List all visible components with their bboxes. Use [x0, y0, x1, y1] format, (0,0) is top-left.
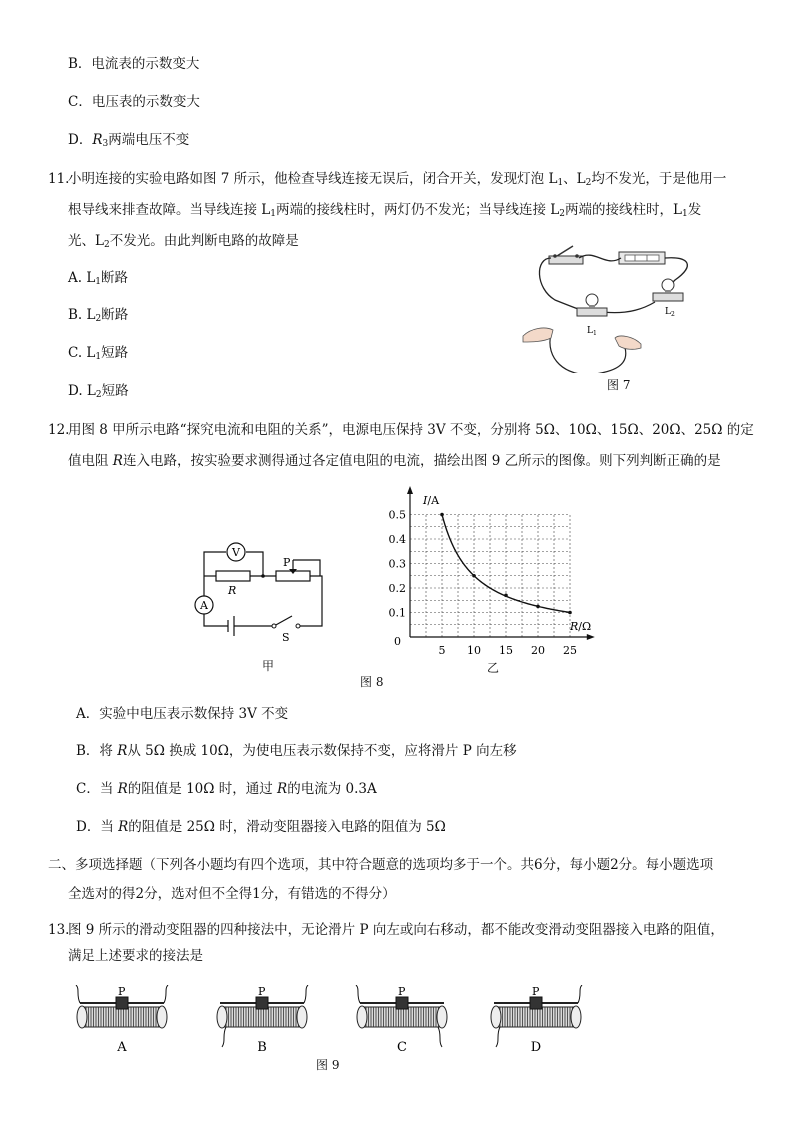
fig7-l1-label: $L_1$ [587, 326, 597, 337]
q13-number: 13. [48, 922, 70, 938]
q10-option-d: D．$R_3$两端电压不变 [68, 132, 190, 149]
q13-line-2: 满足上述要求的接法是 [68, 948, 203, 964]
chart-x-tick-label: 20 [531, 644, 545, 657]
figure-7-circuit [515, 238, 755, 373]
switch-icon [549, 246, 583, 264]
q12-number: 12. [48, 422, 70, 438]
chart-y-tick-label: 0.4 [388, 533, 406, 546]
figure-9-label: 图 9 [316, 1058, 340, 1072]
chart-data-point [472, 574, 476, 578]
chart-y-tick-label: 0.3 [388, 557, 406, 571]
chart-y-axis-arrow [407, 486, 413, 494]
q11-option-a: A. $L_1$断路 [68, 270, 129, 287]
chart-origin-label: 0 [394, 635, 401, 648]
chart-x-tick-label: 10 [467, 644, 481, 657]
q13-line-1: 图 9 所示的滑动变阻器的四种接法中，无论滑片 P 向左或向右移动，都不能改变滑动变阻器接入电路的阻值， [68, 922, 724, 938]
figure-9-rheostats [0, 985, 794, 1055]
chart-data-point [440, 513, 444, 517]
chart-data-point [536, 605, 540, 609]
resistor-r-label: R [228, 584, 237, 597]
bulb-l1-icon [577, 294, 607, 316]
q12-option-d: D．当 R的阻值是 25Ω 时，滑动变阻器接入电路的阻值为 5Ω [76, 819, 446, 835]
rheostat-label-a: A [117, 1040, 127, 1055]
chart-y-tick-label: 0.1 [388, 606, 406, 620]
chart-x-tick-label: 15 [499, 644, 513, 657]
rheostat-slider-label: P [258, 985, 266, 998]
chart-data-point [568, 611, 572, 615]
q11-line-1: 小明连接的实验电路如图 7 所示，他检查导线连接无误后，闭合开关，发现灯泡 $L_1$、$L_2$均不发光，于是他用一 [68, 171, 727, 188]
chart-x-axis-label: R/Ω [570, 620, 592, 633]
fig7-l2-label: $L_2$ [665, 307, 675, 318]
q11-option-b: B. $L_2$断路 [68, 307, 129, 324]
q11-number: 11. [48, 171, 70, 187]
ammeter-label: A [200, 599, 208, 612]
rheostat-label-c: C [397, 1040, 407, 1055]
left-hand-icon [523, 328, 553, 342]
chart-x-tick-label: 5 [438, 644, 446, 657]
q12-option-c: C．当 R的阻值是 10Ω 时，通过 R的电流为 0.3A [76, 781, 377, 797]
rheostat-label-d: D [530, 1040, 542, 1055]
rheostat-a [72, 985, 172, 1055]
section-2-heading-line-1: 二、多项选择题（下列各小题均有四个选项，其中符合题意的选项均多于一个。共6分，每小题2分。每小题选项 [48, 857, 714, 873]
q11-option-c: C. $L_1$短路 [68, 345, 129, 362]
q11-line-3: 光、$L_2$不发光。由此判断电路的故障是 [68, 233, 299, 250]
figure-8-yi-caption: 乙 [487, 661, 500, 675]
q12-line-2: 值电阻 R连入电路，按实验要求测得通过各定值电阻的电流，描绘出图 9 乙所示的图像。则下列判断正确的是 [68, 453, 721, 469]
q12-option-b: B．将 R从 5Ω 换成 10Ω，为使电压表示数保持不变，应将滑片 P 向左移 [76, 743, 517, 759]
section-2-heading-line-2: 全选对的得2分，选对但不全得1分，有错选的不得分） [68, 886, 396, 902]
chart-data-point [504, 594, 508, 598]
chart-x-axis-arrow [587, 634, 595, 640]
rheostat-label-b: B [257, 1040, 267, 1055]
bulb-l2-icon [653, 279, 683, 301]
figure-8-label: 图 8 [360, 675, 384, 689]
chart-y-axis-label: I/A [423, 494, 440, 507]
chart-y-tick-label: 0.5 [388, 508, 406, 522]
figure-8-chart [380, 486, 610, 661]
figure-8-jia-caption: 甲 [262, 659, 275, 673]
figure-8-circuit-schematic [188, 536, 338, 646]
figure-7-label: 图 7 [607, 378, 631, 392]
q10-option-b: B．电流表的示数变大 [68, 56, 200, 72]
q11-line-2: 根导线来排查故障。当导线连接 $L_1$两端的接线柱时，两灯仍不发光；当导线连接 $L_2$两端的接线柱时，$L_1$发 [68, 202, 702, 219]
rheostat-slider-label: P [532, 985, 540, 998]
rheostat-slider-label: P [398, 985, 406, 998]
q10-option-c: C．电压表的示数变大 [68, 94, 200, 110]
chart-x-tick-label: 25 [563, 644, 577, 657]
rheostat-d [486, 985, 586, 1055]
q12-line-1: 用图 8 甲所示电路“探究电流和电阻的关系”，电源电压保持 3V 不变，分别将 5Ω、10Ω、15Ω、20Ω、25Ω 的定 [68, 422, 754, 438]
right-hand-icon [615, 336, 641, 349]
q12-option-a: A．实验中电压表示数保持 3V 不变 [76, 706, 289, 722]
voltmeter-label: V [232, 546, 240, 559]
battery-box-icon [619, 252, 665, 264]
chart-y-tick-label: 0.2 [388, 582, 406, 595]
rheostat-b [212, 985, 312, 1055]
q11-option-d: D. $L_2$短路 [68, 383, 129, 400]
rheostat-c [352, 985, 452, 1055]
switch-s-label: S [282, 631, 290, 644]
rheostat-slider-label: P [118, 985, 126, 998]
slider-p-label: P [283, 556, 291, 569]
